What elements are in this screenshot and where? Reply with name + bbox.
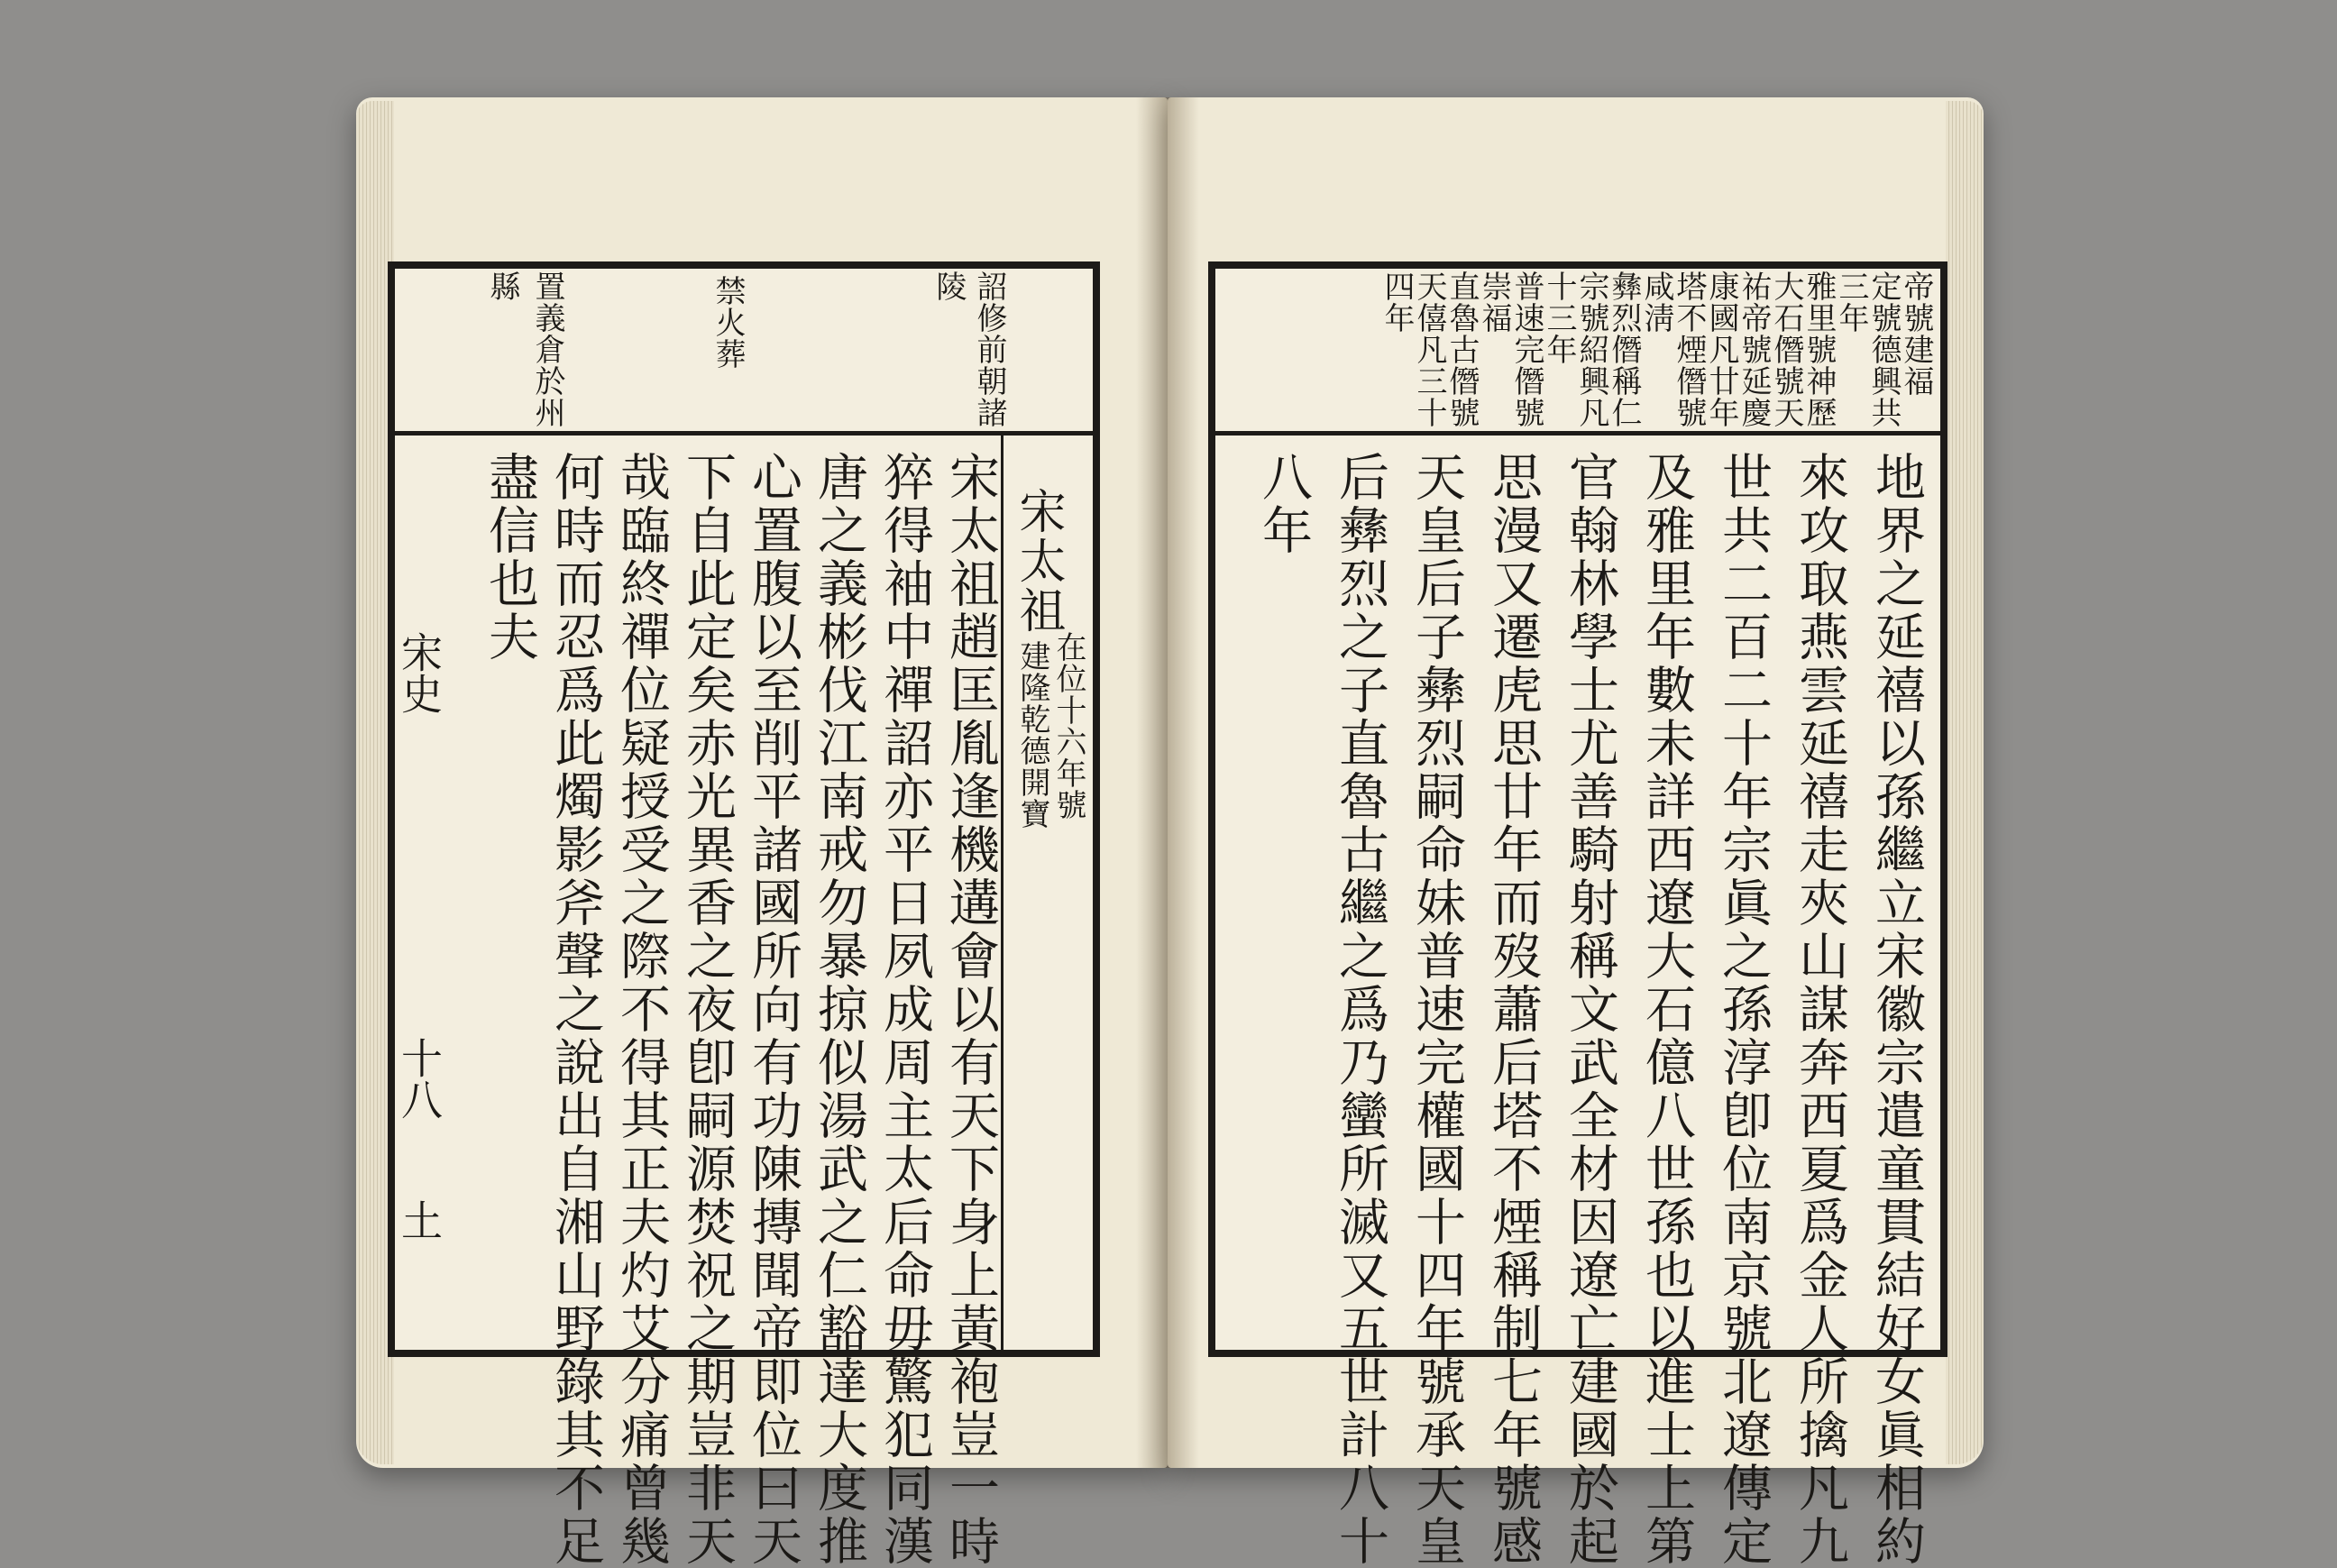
right-upper-divider <box>1208 431 1948 436</box>
left-note-2: 陵 <box>930 271 967 302</box>
right-note-4: 雅里號神歷 <box>1801 271 1837 428</box>
right-note-3: 三年 <box>1833 271 1869 334</box>
left-heading-note-2: 建隆乾德開寶 <box>1014 640 1050 830</box>
right-note-7: 康國凡廿年 <box>1703 271 1739 428</box>
right-note-6: 祐帝號延慶 <box>1736 271 1772 428</box>
left-note-3: 禁火葬 <box>710 275 746 370</box>
left-margin-number-2: 土 <box>395 1199 444 1241</box>
right-note-17: 四年 <box>1379 271 1415 334</box>
left-column-6: 哉臨終禪位疑授受之際不得其正夫灼艾分痛曾幾 <box>612 451 671 1568</box>
left-column-5: 下自此定矣赤光異香之夜卽嗣源焚祝之期豈非天 <box>678 451 737 1568</box>
left-heading-note: 在位十六年號 <box>1050 631 1086 821</box>
left-column-4: 心置腹以至削平諸國所向有功陳摶聞帝即位曰天 <box>744 451 802 1568</box>
right-note-9: 咸淸 <box>1638 271 1674 334</box>
right-note-1: 帝號建福 <box>1898 271 1934 397</box>
left-column-3: 唐之義彬伐江南戒勿暴掠似湯武之仁豁達大度推 <box>810 451 868 1568</box>
right-note-12: 十三年 <box>1541 271 1577 365</box>
right-column-3: 世共二百二十年宗眞之孫淳卽位南京號北遼傳定 <box>1714 451 1773 1568</box>
left-heading: 宋太祖 <box>1011 487 1065 636</box>
left-column-2: 猝得袖中禪詔亦平日夙成周主太后命毋驚犯同漢 <box>875 451 934 1568</box>
right-column-2: 來攻取燕雲延禧走夾山謀奔西夏爲金人所擒凡九 <box>1791 451 1849 1568</box>
right-column-8: 后彝烈之子直魯古繼之爲乃蠻所滅又五世計八十 <box>1331 451 1389 1568</box>
left-note-4: 置義倉於州 <box>529 271 565 428</box>
right-column-9: 八年 <box>1254 451 1313 557</box>
right-column-4: 及雅里年數未詳西遼大石億八世孫也以進士上第 <box>1637 451 1696 1568</box>
right-note-5: 大石僭號天 <box>1768 271 1804 428</box>
left-note-5: 縣 <box>484 271 520 302</box>
left-upper-divider <box>388 431 1100 436</box>
left-column-7: 何時而忍爲此燭影斧聲之說出自湘山野錄其不足 <box>546 451 605 1568</box>
right-note-16: 天僖凡三十 <box>1411 271 1447 428</box>
left-margin-title: 宋史 <box>395 631 444 714</box>
right-column-5: 官翰林學士尤善騎射稱文武全材因遼亡建國於起 <box>1561 451 1619 1568</box>
right-note-14: 崇福 <box>1476 271 1512 334</box>
left-note-1: 詔修前朝諸 <box>971 271 1007 428</box>
right-note-2: 定號德興共 <box>1865 271 1902 428</box>
book-gutter <box>1136 97 1199 1468</box>
right-page-edge <box>1946 101 1984 1464</box>
left-column-1: 宋太祖趙匡胤逢機遘會以有天下身上黃袍豈一時 <box>941 451 1000 1568</box>
right-column-1: 地界之延禧以孫繼立宋徽宗遣童貫結好女眞相約 <box>1867 451 1926 1568</box>
left-heading-rule <box>1001 431 1004 1351</box>
right-column-7: 天皇后子彝烈嗣命妹普速完權國十四年號承天皇 <box>1407 451 1466 1568</box>
right-note-13: 普速完僭號 <box>1508 271 1544 428</box>
right-note-11: 宗號紹興凡 <box>1573 271 1609 428</box>
right-note-15: 直魯古僭號 <box>1443 271 1480 428</box>
left-column-8: 盡信也夫 <box>481 451 539 664</box>
right-note-8: 塔不煙僭號 <box>1671 271 1707 428</box>
left-margin-number: 十八 <box>395 1037 444 1120</box>
right-column-6: 思漫又遷虎思廿年而歿蕭后塔不煙稱制七年號感 <box>1484 451 1543 1568</box>
right-note-10: 彝烈僭稱仁 <box>1606 271 1642 428</box>
